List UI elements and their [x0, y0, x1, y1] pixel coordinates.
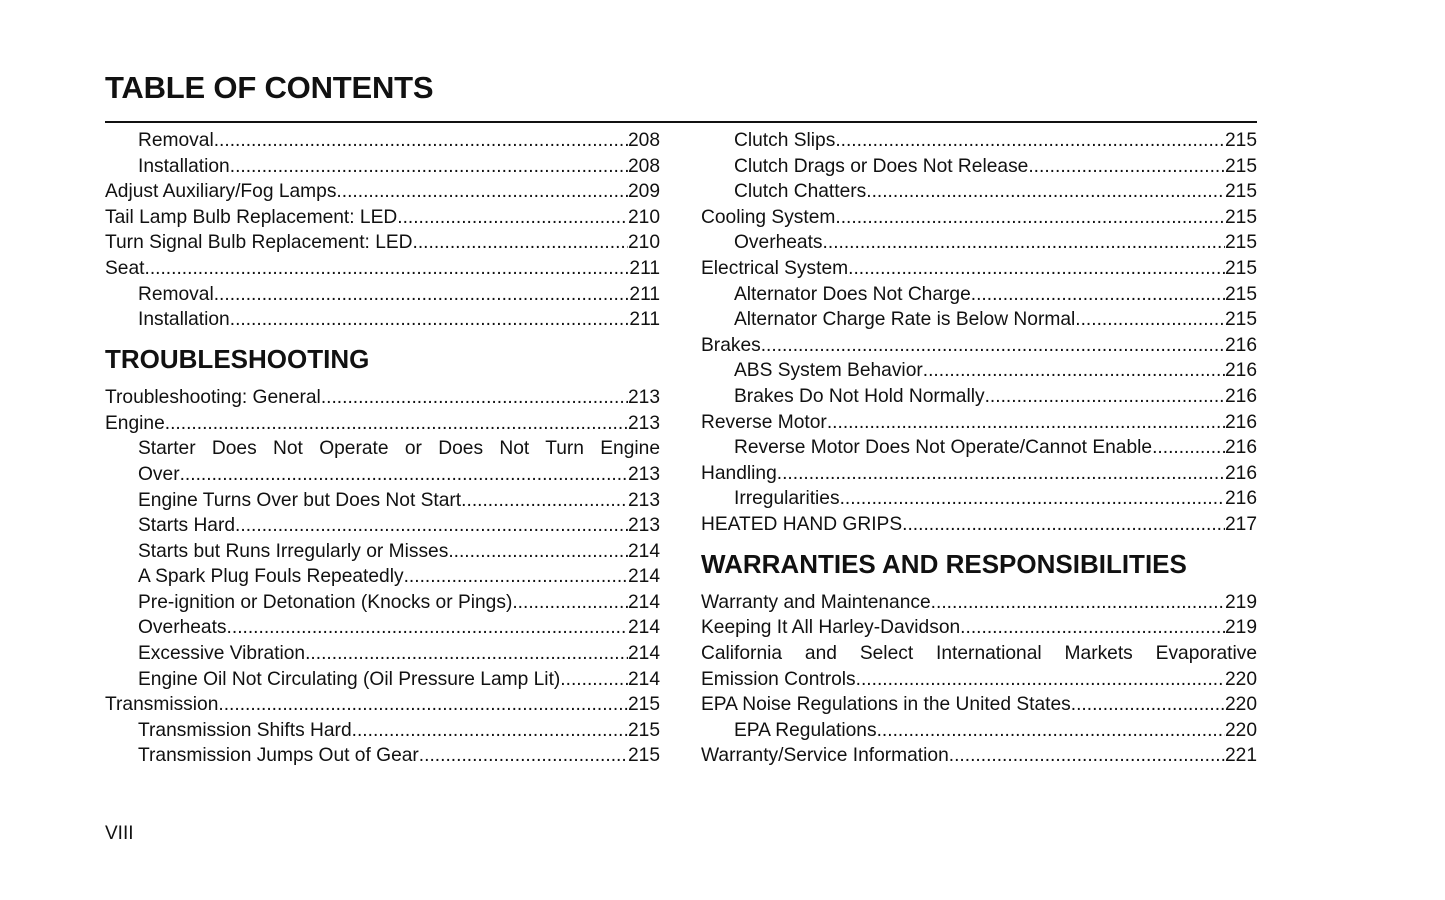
- toc-entry[interactable]: [105, 462, 660, 488]
- toc-entry-page: 208: [627, 155, 660, 177]
- dot-leader: [823, 230, 1225, 256]
- toc-entry-title: Clutch Chatters: [734, 181, 867, 203]
- toc-entry-title: ABS System Behavior: [734, 360, 923, 382]
- toc-entry-title: Warranty/Service Information: [701, 745, 949, 767]
- dot-leader: [336, 179, 628, 205]
- toc-entry-page: 215: [1224, 283, 1257, 305]
- toc-entry-title: Adjust Auxiliary/Fog Lamps: [105, 181, 337, 203]
- toc-entry[interactable]: [105, 282, 660, 308]
- toc-entry-page: 211: [629, 283, 660, 305]
- toc-entry-page: 215: [1224, 155, 1257, 177]
- toc-entry[interactable]: [701, 128, 1257, 154]
- toc-entry-title: Starts but Runs Irregularly or Misses: [138, 540, 449, 562]
- toc-column-left: [105, 128, 660, 769]
- toc-entry-page: 215: [1224, 130, 1257, 151]
- toc-entry-title: Transmission Jumps Out of Gear: [138, 745, 419, 767]
- toc-entry[interactable]: [701, 667, 1257, 693]
- toc-entry-page: 220: [1224, 668, 1257, 690]
- toc-entry[interactable]: [701, 743, 1257, 769]
- toc-entry-title: EPA Noise Regulations in the United States: [701, 694, 1071, 716]
- toc-entry[interactable]: [105, 641, 660, 667]
- dot-leader: [235, 513, 628, 539]
- toc-entry-page: 221: [1224, 745, 1257, 767]
- dot-leader: [214, 282, 630, 308]
- dot-leader: [848, 256, 1225, 282]
- toc-entry[interactable]: [701, 333, 1257, 359]
- dot-leader: [1152, 435, 1225, 461]
- toc-entry-page: 211: [629, 257, 660, 279]
- toc-entry-title: Irregularities: [734, 488, 840, 510]
- toc-column-right: [701, 128, 1257, 769]
- toc-entry-title: Seat: [105, 257, 145, 279]
- toc-entry-title: Engine: [105, 412, 165, 434]
- dot-leader: [214, 128, 628, 154]
- dot-leader: [512, 590, 628, 616]
- section-heading: WARRANTIES AND RESPONSIBILITIES: [701, 548, 1187, 579]
- dot-leader: [949, 743, 1225, 769]
- toc-entry[interactable]: [701, 256, 1257, 282]
- toc-entry-title: Alternator Charge Rate is Below Normal: [734, 309, 1076, 331]
- toc-entry-page: 215: [1224, 181, 1257, 203]
- toc-entry-title: Transmission Shifts Hard: [138, 719, 352, 741]
- toc-entry-page: 215: [1224, 257, 1257, 279]
- toc-entry[interactable]: [701, 718, 1257, 744]
- dot-leader: [1071, 692, 1225, 718]
- dot-leader: [931, 590, 1225, 616]
- dot-leader: [902, 512, 1225, 538]
- toc-entry[interactable]: [105, 307, 660, 333]
- toc-entry-title: Engine Oil Not Circulating (Oil Pressure Lamp Lit): [138, 668, 561, 690]
- toc-entry[interactable]: [701, 230, 1257, 256]
- toc-entry-page: 211: [629, 309, 660, 331]
- toc-entry-page: 215: [1224, 309, 1257, 331]
- toc-entry[interactable]: [701, 435, 1257, 461]
- toc-entry[interactable]: [105, 154, 660, 180]
- toc-entry-title: A Spark Plug Fouls Repeatedly: [138, 566, 404, 588]
- toc-entry-page: 216: [1224, 488, 1257, 510]
- dot-leader: [840, 486, 1225, 512]
- toc-entry-title: Brakes Do Not Hold Normally: [734, 385, 985, 407]
- toc-entry-page: 214: [627, 643, 660, 665]
- dot-leader: [180, 462, 628, 488]
- dot-leader: [923, 358, 1225, 384]
- toc-entry[interactable]: [105, 692, 660, 718]
- toc-entry-title: Reverse Motor: [701, 411, 827, 433]
- toc-entry[interactable]: [701, 205, 1257, 231]
- toc-entry-page: 216: [1224, 437, 1257, 459]
- dot-leader: [404, 564, 628, 590]
- toc-entry-page: 216: [1224, 462, 1257, 484]
- toc-entry[interactable]: [701, 461, 1257, 487]
- toc-entry-title: Removal: [138, 283, 214, 305]
- toc-entry[interactable]: [105, 205, 660, 231]
- toc-entry-page: 216: [1224, 360, 1257, 382]
- toc-entry-page: 213: [627, 387, 660, 409]
- toc-entry-title: HEATED HAND GRIPS: [701, 513, 903, 535]
- dot-leader: [419, 743, 628, 769]
- toc-entry[interactable]: [105, 718, 660, 744]
- toc-entry-page: 210: [627, 232, 660, 254]
- toc-entry[interactable]: [701, 179, 1257, 205]
- toc-entry-page: 213: [627, 515, 660, 537]
- dot-leader: [866, 179, 1225, 205]
- toc-entry[interactable]: [105, 411, 660, 437]
- toc-entry-page: 217: [1224, 513, 1257, 535]
- dot-leader: [560, 667, 628, 693]
- toc-entry[interactable]: [701, 307, 1257, 333]
- toc-entry-page: 220: [1224, 719, 1257, 741]
- dot-leader: [835, 128, 1225, 154]
- toc-entry[interactable]: [105, 385, 660, 411]
- dot-leader: [218, 692, 628, 718]
- toc-entry[interactable]: [105, 667, 660, 693]
- toc-entry[interactable]: [701, 154, 1257, 180]
- dot-leader: [971, 282, 1225, 308]
- toc-entry-page: 214: [627, 668, 660, 690]
- dot-leader: [397, 205, 628, 231]
- toc-entry-page: 220: [1224, 694, 1257, 716]
- toc-entry-title: Brakes: [701, 334, 761, 356]
- toc-entry-title: Engine Turns Over but Does Not Start: [138, 489, 462, 511]
- toc-entry[interactable]: [701, 282, 1257, 308]
- toc-entry-page: 219: [1224, 617, 1257, 639]
- dot-leader: [144, 256, 629, 282]
- dot-leader: [761, 333, 1225, 359]
- toc-entry[interactable]: [105, 590, 660, 616]
- dot-leader: [165, 411, 628, 437]
- toc-entry[interactable]: [701, 692, 1257, 718]
- dot-leader: [985, 384, 1225, 410]
- toc-entry-title: Installation: [138, 155, 230, 177]
- toc-entry[interactable]: [701, 590, 1257, 616]
- toc-entry-page: 219: [1224, 591, 1257, 613]
- dot-leader: [352, 718, 628, 744]
- dot-leader: [835, 205, 1225, 231]
- toc-entry-title: Clutch Slips: [734, 130, 836, 151]
- toc-entry-page: 213: [627, 412, 660, 434]
- toc-entry-page: 215: [1224, 232, 1257, 254]
- toc-entry[interactable]: [701, 615, 1257, 641]
- toc-entry[interactable]: [701, 384, 1257, 410]
- toc-entry-page: 215: [627, 745, 660, 767]
- toc-entry[interactable]: [105, 564, 660, 590]
- toc-entry[interactable]: [105, 615, 660, 641]
- toc-entry-page: 215: [1224, 206, 1257, 228]
- toc-entry-title: Tail Lamp Bulb Replacement: LED: [105, 206, 398, 228]
- toc-entry[interactable]: [105, 743, 660, 769]
- toc-entry-title: Starts Hard: [138, 515, 236, 537]
- toc-entry-title: Troubleshooting: General: [105, 387, 321, 409]
- toc-entry-page: 210: [627, 206, 660, 228]
- dot-leader: [230, 307, 630, 333]
- toc-entry-title: Overheats: [138, 617, 227, 639]
- dot-leader: [1075, 307, 1225, 333]
- toc-entry-page: 208: [627, 130, 660, 151]
- toc-entry[interactable]: [105, 128, 660, 154]
- toc-entry-title: Clutch Drags or Does Not Release: [734, 155, 1029, 177]
- toc-entry-page: 214: [627, 566, 660, 588]
- dot-leader: [321, 385, 628, 411]
- toc-entry[interactable]: [105, 539, 660, 565]
- toc-entry-title: Alternator Does Not Charge: [734, 283, 971, 305]
- toc-entry-title: Emission Controls: [701, 668, 856, 690]
- toc-entry[interactable]: [105, 179, 660, 205]
- toc-entry-page: 214: [627, 617, 660, 639]
- toc-entry-title: Warranty and Maintenance: [701, 591, 931, 613]
- page-number: VIII: [105, 823, 134, 844]
- dot-leader: [413, 230, 628, 256]
- dot-leader: [448, 539, 628, 565]
- toc-entry[interactable]: [105, 513, 660, 539]
- dot-leader: [827, 410, 1225, 436]
- toc-entry[interactable]: [701, 358, 1257, 384]
- dot-leader: [777, 461, 1225, 487]
- toc-entry[interactable]: [701, 486, 1257, 512]
- toc-entry-page: 215: [627, 719, 660, 741]
- dot-leader: [227, 615, 628, 641]
- toc-entry[interactable]: [105, 488, 660, 514]
- toc-entry-title: Excessive Vibration: [138, 643, 306, 665]
- toc-entry-text-line[interactable]: Starter Does Not Operate or Does Not Turn Engine: [138, 438, 660, 460]
- toc-entry-title: Removal: [138, 130, 214, 151]
- toc-entry-page: 213: [627, 463, 660, 485]
- toc-entry-page: 215: [627, 694, 660, 716]
- dot-leader: [305, 641, 628, 667]
- toc-entry-title: EPA Regulations: [734, 719, 877, 741]
- title-divider: [105, 121, 1257, 123]
- toc-entry-page: 216: [1224, 385, 1257, 407]
- toc-entry-page: 216: [1224, 411, 1257, 433]
- dot-leader: [856, 667, 1225, 693]
- section-heading: TROUBLESHOOTING: [105, 343, 370, 374]
- toc-entry-page: 214: [627, 591, 660, 613]
- dot-leader: [960, 615, 1225, 641]
- dot-leader: [461, 488, 628, 514]
- dot-leader: [1028, 154, 1225, 180]
- dot-leader: [230, 154, 628, 180]
- toc-entry[interactable]: [105, 256, 660, 282]
- page-title: TABLE OF CONTENTS: [105, 70, 434, 105]
- toc-entry-page: 216: [1224, 334, 1257, 356]
- toc-entry-text-line[interactable]: California and Select International Markets Evaporative: [701, 643, 1257, 665]
- toc-entry-title: Turn Signal Bulb Replacement: LED: [105, 232, 413, 254]
- toc-entry-page: 209: [627, 181, 660, 203]
- toc-entry-page: 213: [627, 489, 660, 511]
- toc-entry-title: Reverse Motor Does Not Operate/Cannot Enable: [734, 437, 1153, 459]
- toc-entry-page: 214: [627, 540, 660, 562]
- toc-entry-title: Handling: [701, 462, 777, 484]
- toc-entry[interactable]: [701, 512, 1257, 538]
- toc-entry-title: Over: [138, 463, 180, 485]
- dot-leader: [877, 718, 1225, 744]
- toc-entry-title: Electrical System: [701, 257, 849, 279]
- toc-entry-title: Overheats: [734, 232, 823, 254]
- toc-entry[interactable]: [105, 230, 660, 256]
- toc-entry-title: Keeping It All Harley-Davidson: [701, 617, 961, 639]
- toc-entry-title: Transmission: [105, 694, 219, 716]
- toc-entry-title: Pre-ignition or Detonation (Knocks or Pings): [138, 591, 513, 613]
- toc-entry-title: Installation: [138, 309, 230, 331]
- toc-entry-title: Cooling System: [701, 206, 836, 228]
- toc-entry[interactable]: [701, 410, 1257, 436]
